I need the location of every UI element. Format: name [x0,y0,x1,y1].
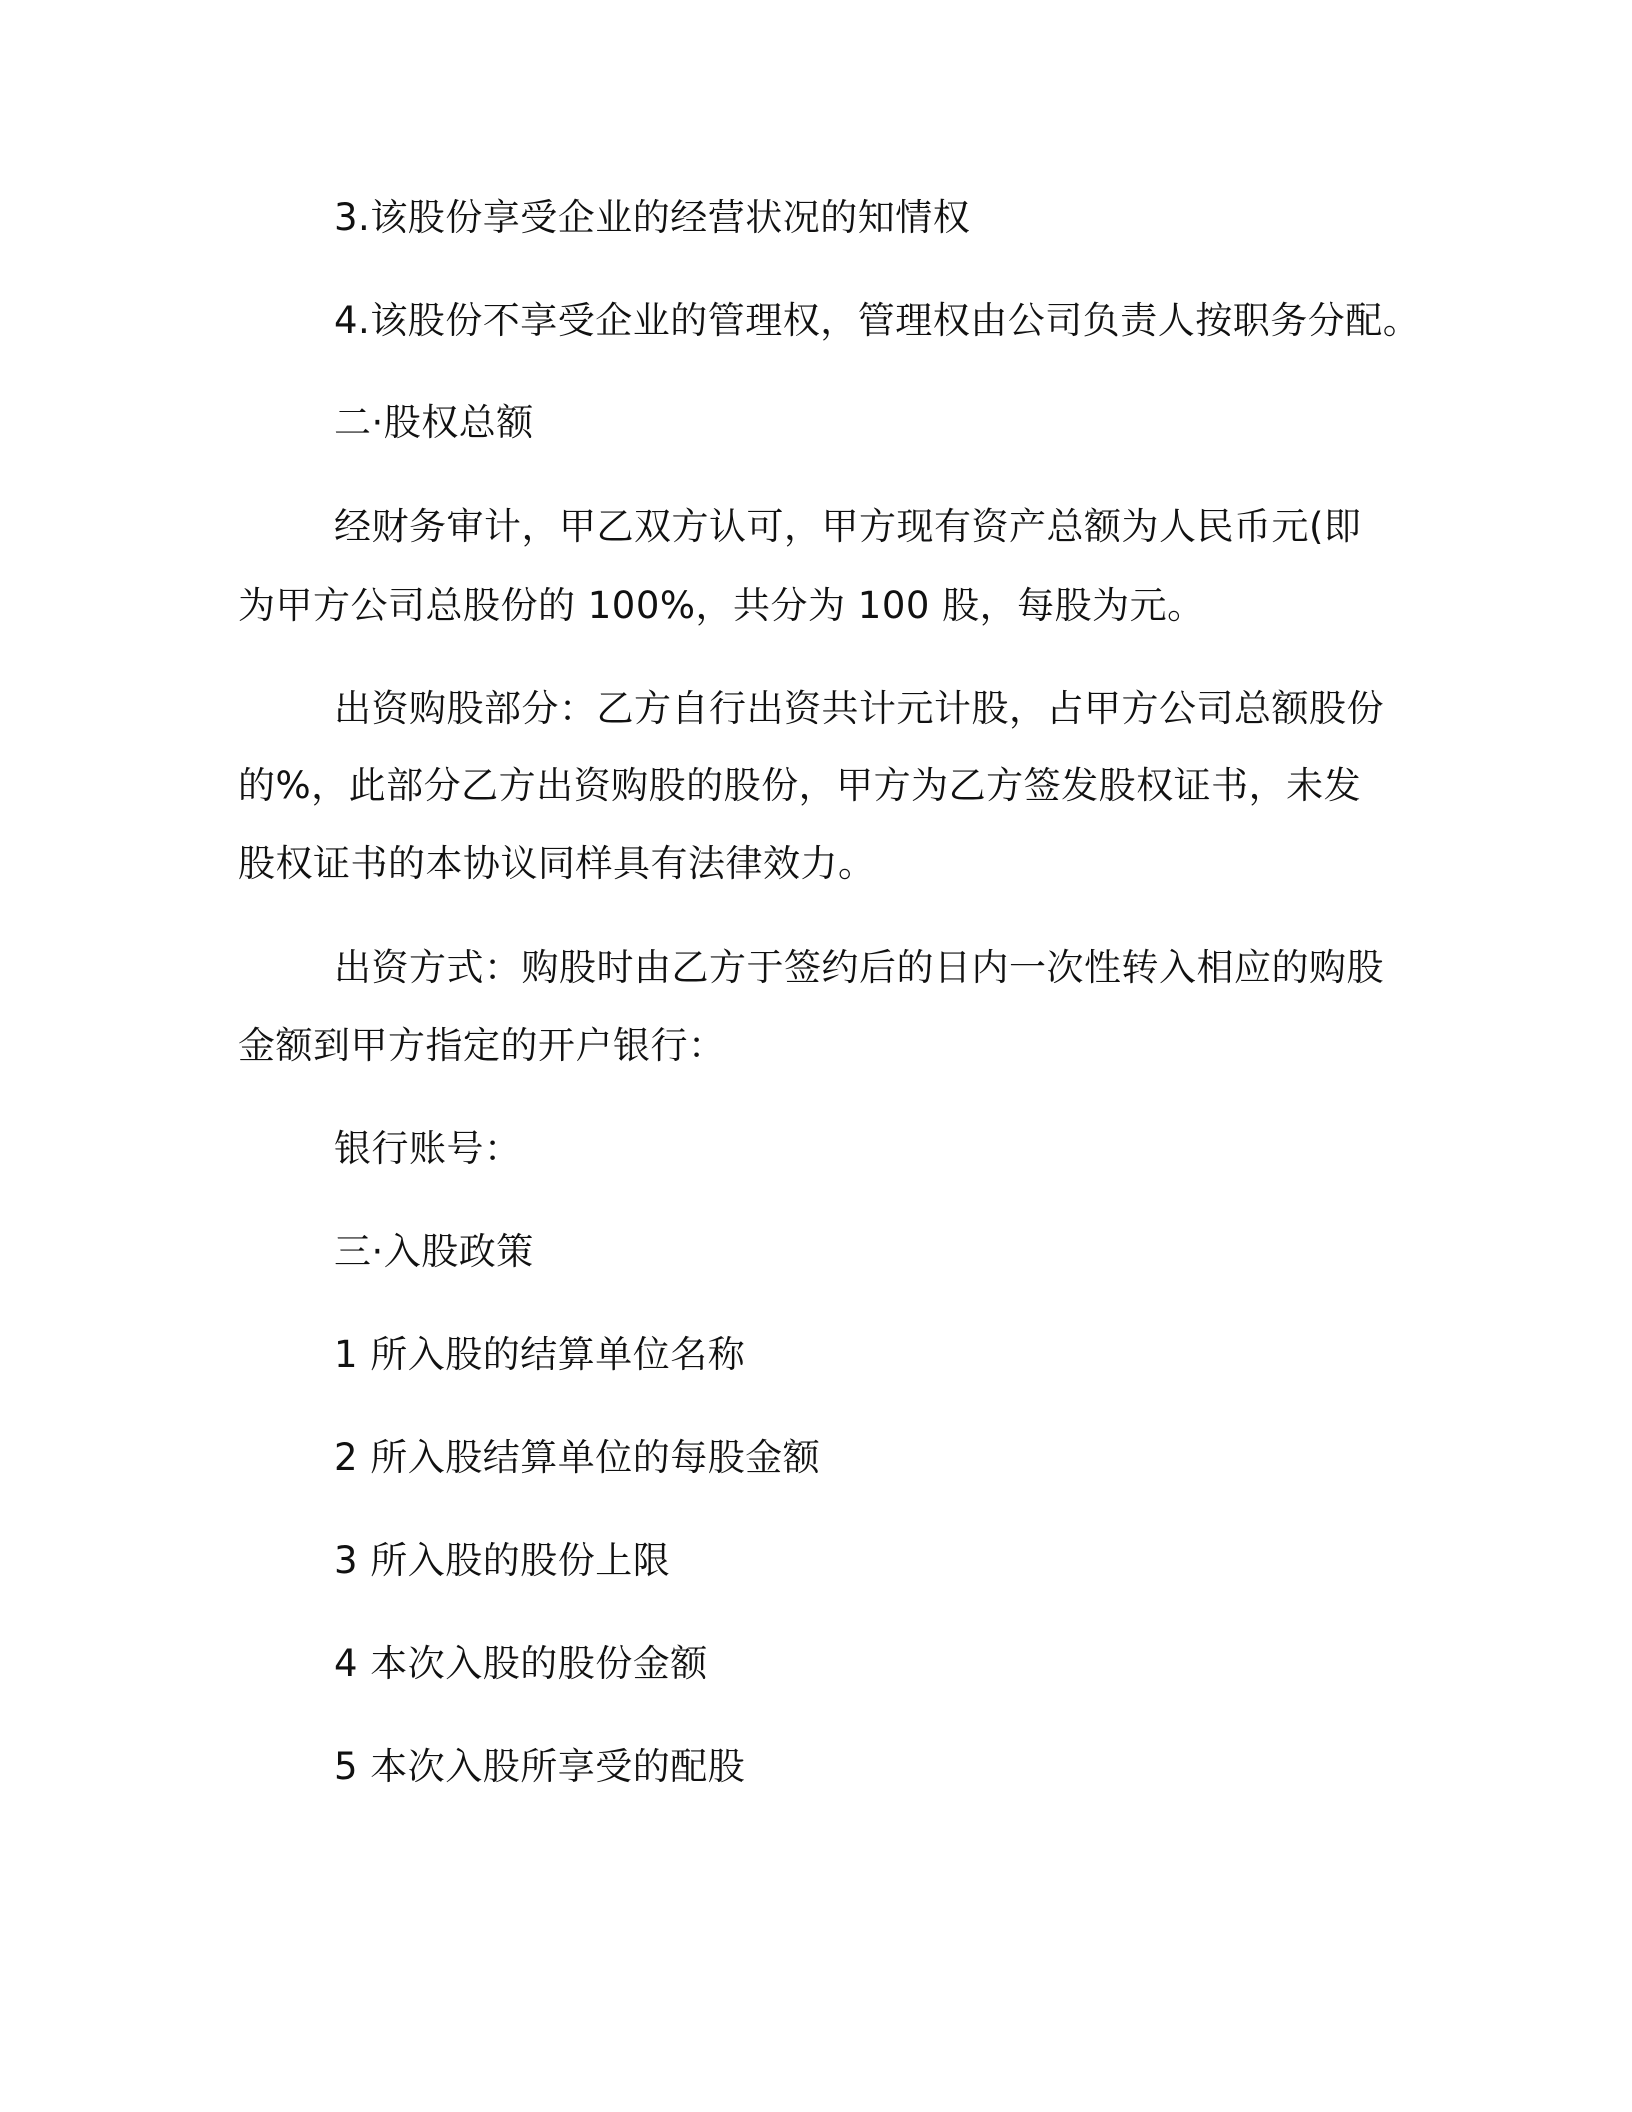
paragraph-share-purchase-line-2: 的%，此部分乙方出资购股的股份，甲方为乙方签发股权证书，未发 [238,764,1362,807]
paragraph-share-purchase-line-3: 股权证书的本协议同样具有法律效力。 [238,842,876,885]
paragraph-share-purchase-line-1: 出资购股部分：乙方自行出资共计元计股，占甲方公司总额股份 [334,687,1384,730]
policy-item-3: 3 所入股的股份上限 [334,1539,671,1582]
section-heading-total-equity: 二·股权总额 [334,401,534,444]
paragraph-4-management-right: 4.该股份不享受企业的管理权，管理权由公司负责人按职务分配。 [334,299,1421,342]
policy-item-5: 5 本次入股所享受的配股 [334,1745,746,1788]
paragraph-payment-method-line-1: 出资方式：购股时由乙方于签约后的日内一次性转入相应的购股 [334,946,1384,989]
paragraph-audit-line-1: 经财务审计，甲乙双方认可，甲方现有资产总额为人民币元(即 [334,505,1362,548]
policy-item-2: 2 所入股结算单位的每股金额 [334,1436,821,1479]
paragraph-3-right-to-know: 3.该股份享受企业的经营状况的知情权 [334,196,971,239]
policy-item-1: 1 所入股的结算单位名称 [334,1333,746,1376]
section-heading-share-policy: 三·入股政策 [334,1230,534,1273]
bank-account-label: 银行账号： [334,1127,522,1170]
paragraph-audit-line-2: 为甲方公司总股份的 100%，共分为 100 股，每股为元。 [238,584,1205,627]
paragraph-payment-method-line-2: 金额到甲方指定的开户银行： [238,1024,726,1067]
policy-item-4: 4 本次入股的股份金额 [334,1642,708,1685]
